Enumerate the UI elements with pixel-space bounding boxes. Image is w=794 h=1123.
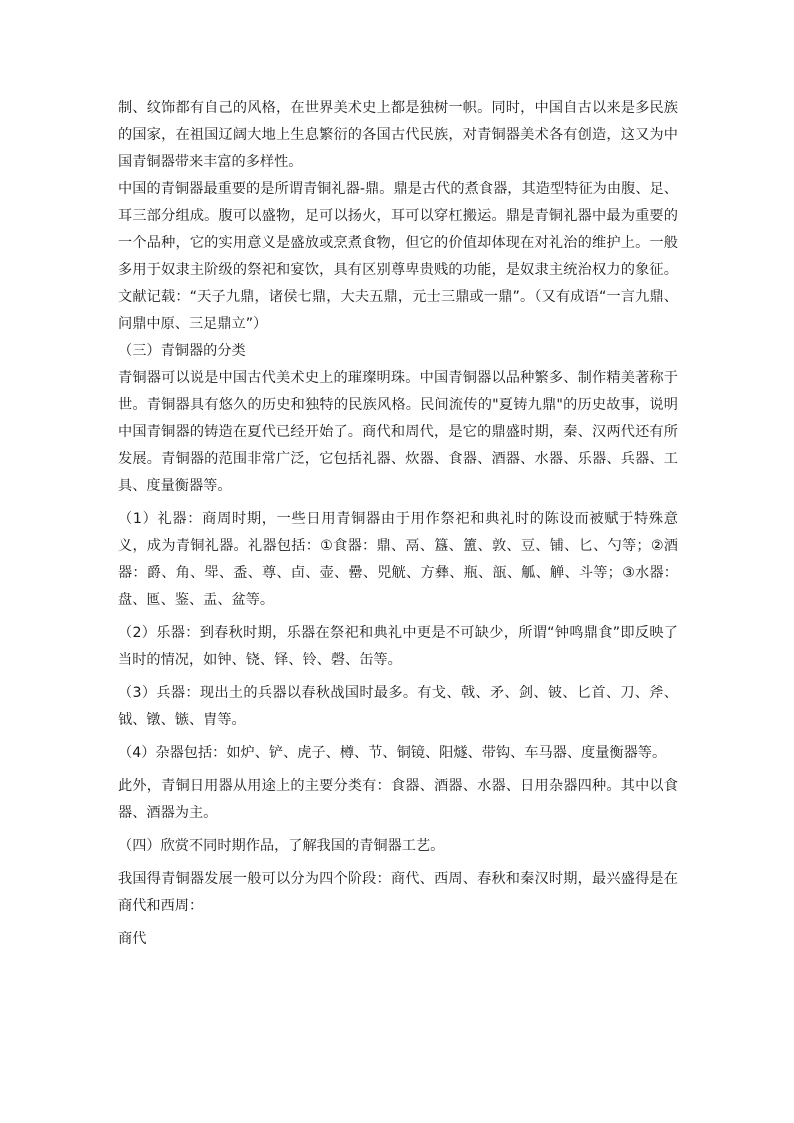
paragraph-musical-instruments: （2）乐器：到春秋时期，乐器在祭祀和典礼中更是不可缺少，所谓“钟鸣鼎食”即反映了当时的情况，如钟、铙、铎、铃、磬、缶等。 — [118, 625, 678, 668]
paragraph-weapons: （3）兵器：现出土的兵器以春秋战国时最多。有戈、戟、矛、剑、铍、匕首、刀、斧、钺、镦、镞、胄等。 — [118, 685, 678, 728]
paragraph-daily-use-categories: 此外，青铜日用器从用途上的主要分类有：食器、酒器、水器、日用杂器四种。其中以食器、酒器为主。 — [118, 778, 678, 821]
paragraph-bronze-overview: 青铜器可以说是中国古代美术史上的璀璨明珠。中国青铜器以品种繁多、制作精美著称于世。青铜器具有悠久的历史和独特的民族风格。民间流传的"夏铸九鼎"的历史故事，说明中国青铜器的铸造在夏代已经开始了。商代和周代，是它的鼎盛时期，秦、汉两代还有所发展。青铜器的范围非常广泛，它包括礼器、炊器、食器、酒器、水器、乐器、兵器、工具、度量衡器等。 — [118, 370, 678, 494]
paragraph-ding-ritual-vessel: 中国的青铜器最重要的是所谓青铜礼器-鼎。鼎是古代的煮食器，其造型特征为由腹、足、耳三部分组成。腹可以盛物，足可以扬火，耳可以穿杠搬运。鼎是青铜礼器中最为重要的一个品种，它的实用意义是盛放或烹煮食物，但它的价值却体现在对礼治的维护上。一般多用于奴隶主阶级的祭祀和宴饮，具有区别尊卑贵贱的功能，是奴隶主统治权力的象征。文献记载：“天子九鼎，诸侯七鼎，大夫五鼎，元士三鼎或一鼎”。（又有成语“一言九鼎、问鼎中原、三足鼎立”） — [118, 181, 678, 332]
paragraph-bronze-style: 制、纹饰都有自己的风格，在世界美术史上都是独树一帜。同时，中国自古以来是多民族的国家，在祖国辽阔大地上生息繁衍的各国古代民族，对青铜器美术各有创造，这又为中国青铜器带来丰富的多样性。 — [118, 100, 678, 170]
section-heading-classification: （三）青铜器的分类 — [118, 343, 246, 359]
paragraph-development-stages: 我国得青铜器发展一般可以分为四个阶段：商代、西周、春秋和秦汉时期，最兴盛得是在商代和西周： — [118, 871, 678, 914]
section-heading-appreciation: （四）欣赏不同时期作品，了解我国的青铜器工艺。 — [118, 838, 445, 854]
paragraph-ritual-vessels: （1）礼器：商周时期，一些日用青铜器由于用作祭祀和典礼时的陈设而被赋于特殊意义，成为青铜礼器。礼器包括：①食器：鼎、鬲、簋、簠、敦、豆、铺、匕、勺等；②酒器：爵、角、斝、盉、尊、卣、壶、罍、兕觥、方彝、瓶、瓿、觚、觯、斗等；③水器：盘、匜、鉴、盂、盆等。 — [118, 511, 678, 608]
subheading-shang-dynasty: 商代 — [118, 931, 147, 947]
paragraph-miscellaneous: （4）杂器包括：如炉、铲、虎子、樽、节、铜镜、阳燧、带钩、车马器、度量衡器等。 — [118, 745, 667, 761]
document-body — [118, 95, 678, 953]
